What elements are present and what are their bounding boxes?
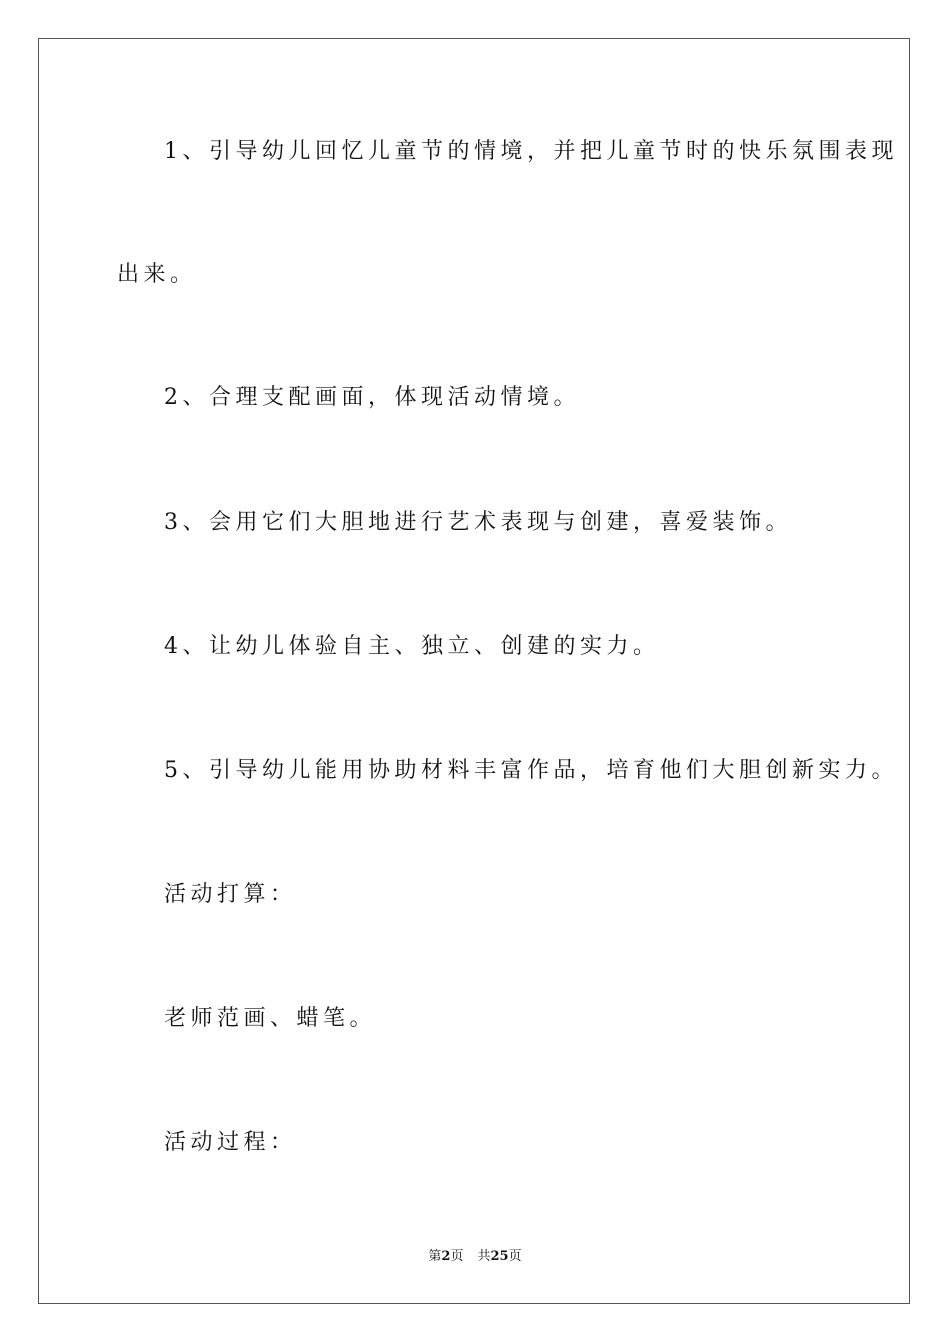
footer-total-prefix: 共 (477, 1249, 491, 1264)
section-heading-preparation: 活动打算： (164, 882, 297, 907)
page-border (38, 38, 910, 1304)
paragraph-objective-5: 5、引导幼儿能用协助材料丰富作品，培育他们大胆创新实力。 (164, 758, 898, 783)
paragraph-objective-4: 4、让幼儿体验自主、独立、创建的实力。 (164, 634, 660, 659)
page-footer (0, 1248, 950, 1266)
footer-page-prefix: 第 (428, 1249, 442, 1264)
footer-total-suffix: 页 (508, 1249, 522, 1264)
paragraph-objective-3: 3、会用它们大胆地进行艺术表现与创建，喜爱装饰。 (164, 510, 792, 535)
footer-page-number: 2 (441, 1249, 451, 1264)
section-heading-process: 活动过程： (164, 1130, 297, 1155)
footer-page-suffix: 页 (450, 1249, 464, 1264)
paragraph-objective-2: 2、合理支配画面，体现活动情境。 (164, 385, 580, 410)
footer-total-pages: 25 (490, 1249, 509, 1264)
paragraph-materials: 老师范画、蜡笔。 (164, 1006, 377, 1031)
paragraph-objective-1: 1、引导幼儿回忆儿童节的情境，并把儿童节时的快乐氛围表现 (164, 139, 898, 164)
paragraph-objective-1-continued: 出来。 (117, 262, 197, 287)
